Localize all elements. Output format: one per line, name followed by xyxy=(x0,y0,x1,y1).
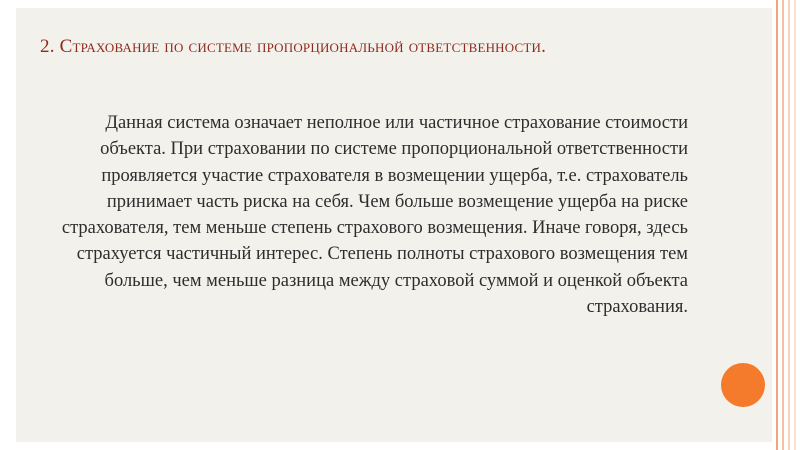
slide-title: 2. Страхование по системе пропорциональной ответственности. xyxy=(40,36,547,57)
stripe xyxy=(776,0,778,450)
slide-body-text: Данная система означает неполное или частичное страхование стоимости объекта. При страховании по системе пропорциональной ответственности проявляется участие страхователя в возмещении ущерба, т.е. страхователь принимает часть риска на себя. Чем больше возмещение ущерба на риске страхователя, тем меньше степень страхового возмещения. Иначе говоря, здесь страхуется частичный интерес. Степень полноты страхового возмещения тем больше, чем меньше разница между страховой суммой и оценкой объекта страхования. xyxy=(61,113,688,318)
stripe xyxy=(788,0,790,450)
stripe xyxy=(794,0,796,450)
stripe xyxy=(782,0,784,450)
accent-circle-icon xyxy=(721,363,765,407)
decorative-stripes xyxy=(772,0,800,450)
